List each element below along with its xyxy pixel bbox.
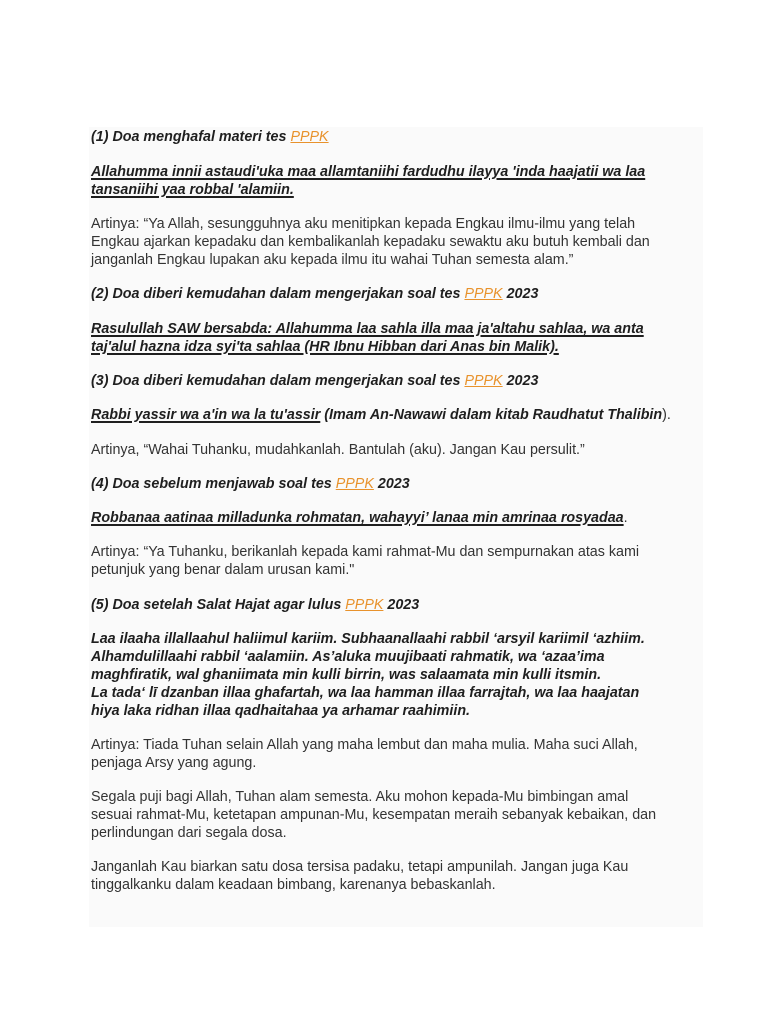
section-5-heading [91,596,419,614]
section-3-reference: (Imam An-Nawawi dalam kitab Raudhatut Thalibin [320,407,663,423]
section-3-heading [91,372,538,390]
section-1-heading-text: (1) Doa menghafal materi tes [91,129,287,145]
section-4-arabic-end: . [623,510,628,526]
section-4-heading-text: (4) Doa sebelum menjawab soal tes [91,476,332,492]
section-1-arabic-line-2: tansaniihi yaa robbal 'alamiin. [91,182,294,198]
section-4-year: 2023 [377,476,410,492]
section-4-heading [91,475,410,493]
pppk-link-5[interactable]: PPPK [345,597,384,613]
section-5-arabic-line-5: hiya laka ridhan illaa qadhaitahaa ya arhamar raahimiin. [91,703,471,719]
section-3-heading-text: (3) Doa diberi kemudahan dalam mengerjakan soal tes [91,373,461,389]
section-5-meaning-p2-line-2: sesuai rahmat-Mu, ketetapan ampunan-Mu, kesempatan meraih sebanyak kebaikan, dan [91,807,657,823]
pppk-link-2[interactable]: PPPK [464,286,503,302]
section-1-heading [91,128,329,146]
section-2-year: 2023 [506,286,539,302]
section-5-meaning-p3-line-1: Janganlah Kau biarkan satu dosa tersisa padaku, tetapi ampunilah. Jangan juga Kau [91,859,629,875]
section-3-arabic: Rabbi yassir wa a'in wa la tu'assir [91,407,321,423]
section-5-meaning-p2-line-1: Segala puji bagi Allah, Tuhan alam semesta. Aku mohon kepada-Mu bimbingan amal [91,789,629,805]
section-5-heading-text: (5) Doa setelah Salat Hajat agar lulus [91,597,342,613]
section-5-meaning-p1-line-2: penjaga Arsy yang agung. [91,755,257,771]
pppk-link-3[interactable]: PPPK [464,373,503,389]
pppk-link-4[interactable]: PPPK [335,476,374,492]
section-4-meaning-line-2: petunjuk yang benar dalam urusan kami." [91,562,355,578]
section-5-arabic-line-3: maghfiratik, wal ghaniimata min kulli birrin, was salaamata min kulli itsmin. [91,667,602,683]
pppk-link-1[interactable]: PPPK [290,129,329,145]
section-1-meaning-line-1: Artinya: “Ya Allah, sesungguhnya aku menitipkan kepada Engkau ilmu-ilmu yang telah [91,216,636,232]
section-5-meaning-p3-line-2: tinggalkanku dalam keadaan bimbang, karenanya bebaskanlah. [91,877,496,893]
section-4-arabic: Robbanaa aatinaa milladunka rohmatan, wahayyi’ lanaa min amrinaa rosyadaa [91,510,624,526]
section-5-arabic-line-1: Laa ilaaha illallaahul haliimul kariim. Subhaanallaahi rabbil ‘arsyil kariimil ‘azhiim. [91,631,645,647]
section-3-arabic-row [91,406,671,424]
section-2-arabic-line-1: Rasulullah SAW bersabda: Allahumma laa sahla illa maa ja'altahu sahlaa, wa anta [91,321,644,337]
section-5-year: 2023 [387,597,420,613]
section-1-meaning-line-2: Engkau ajarkan kepadaku dan kembalikanlah kepadaku sewaktu aku butuh kembali dan [91,234,650,250]
section-2-heading-text: (2) Doa diberi kemudahan dalam mengerjakan soal tes [91,286,461,302]
section-3-reference-end: ). [662,407,671,423]
section-5-meaning-p1-line-1: Artinya: Tiada Tuhan selain Allah yang maha lembut dan maha mulia. Maha suci Allah, [91,737,638,753]
section-2-heading [91,285,538,303]
section-1-meaning-line-3: janganlah Engkau lupakan aku kepada ilmu itu wahai Tuhan semesta alam.” [91,252,574,268]
section-2-arabic-line-2: taj'alul hazna idza syi'ta sahlaa (HR Ibnu Hibban dari Anas bin Malik). [91,339,559,355]
section-5-arabic-line-4: La tada‘ lī dzanban illaa ghafartah, wa laa hamman illaa farrajtah, wa laa haajatan [91,685,640,701]
section-4-meaning-line-1: Artinya: “Ya Tuhanku, berikanlah kepada kami rahmat-Mu dan sempurnakan atas kami [91,544,640,560]
section-5-meaning-p2-line-3: perlindungan dari segala dosa. [91,825,287,841]
section-4-arabic-row [91,509,628,527]
section-3-year: 2023 [506,373,539,389]
section-3-meaning: Artinya, “Wahai Tuhanku, mudahkanlah. Bantulah (aku). Jangan Kau persulit.” [91,442,585,458]
section-1-arabic-line-1: Allahumma innii astaudi'uka maa allamtaniihi fardudhu ilayya 'inda haajatii wa laa [91,164,646,180]
section-5-arabic-line-2: Alhamdulillaahi rabbil ‘aalamiin. As’aluka muujibaati rahmatik, wa ‘azaa’ima [91,649,605,665]
